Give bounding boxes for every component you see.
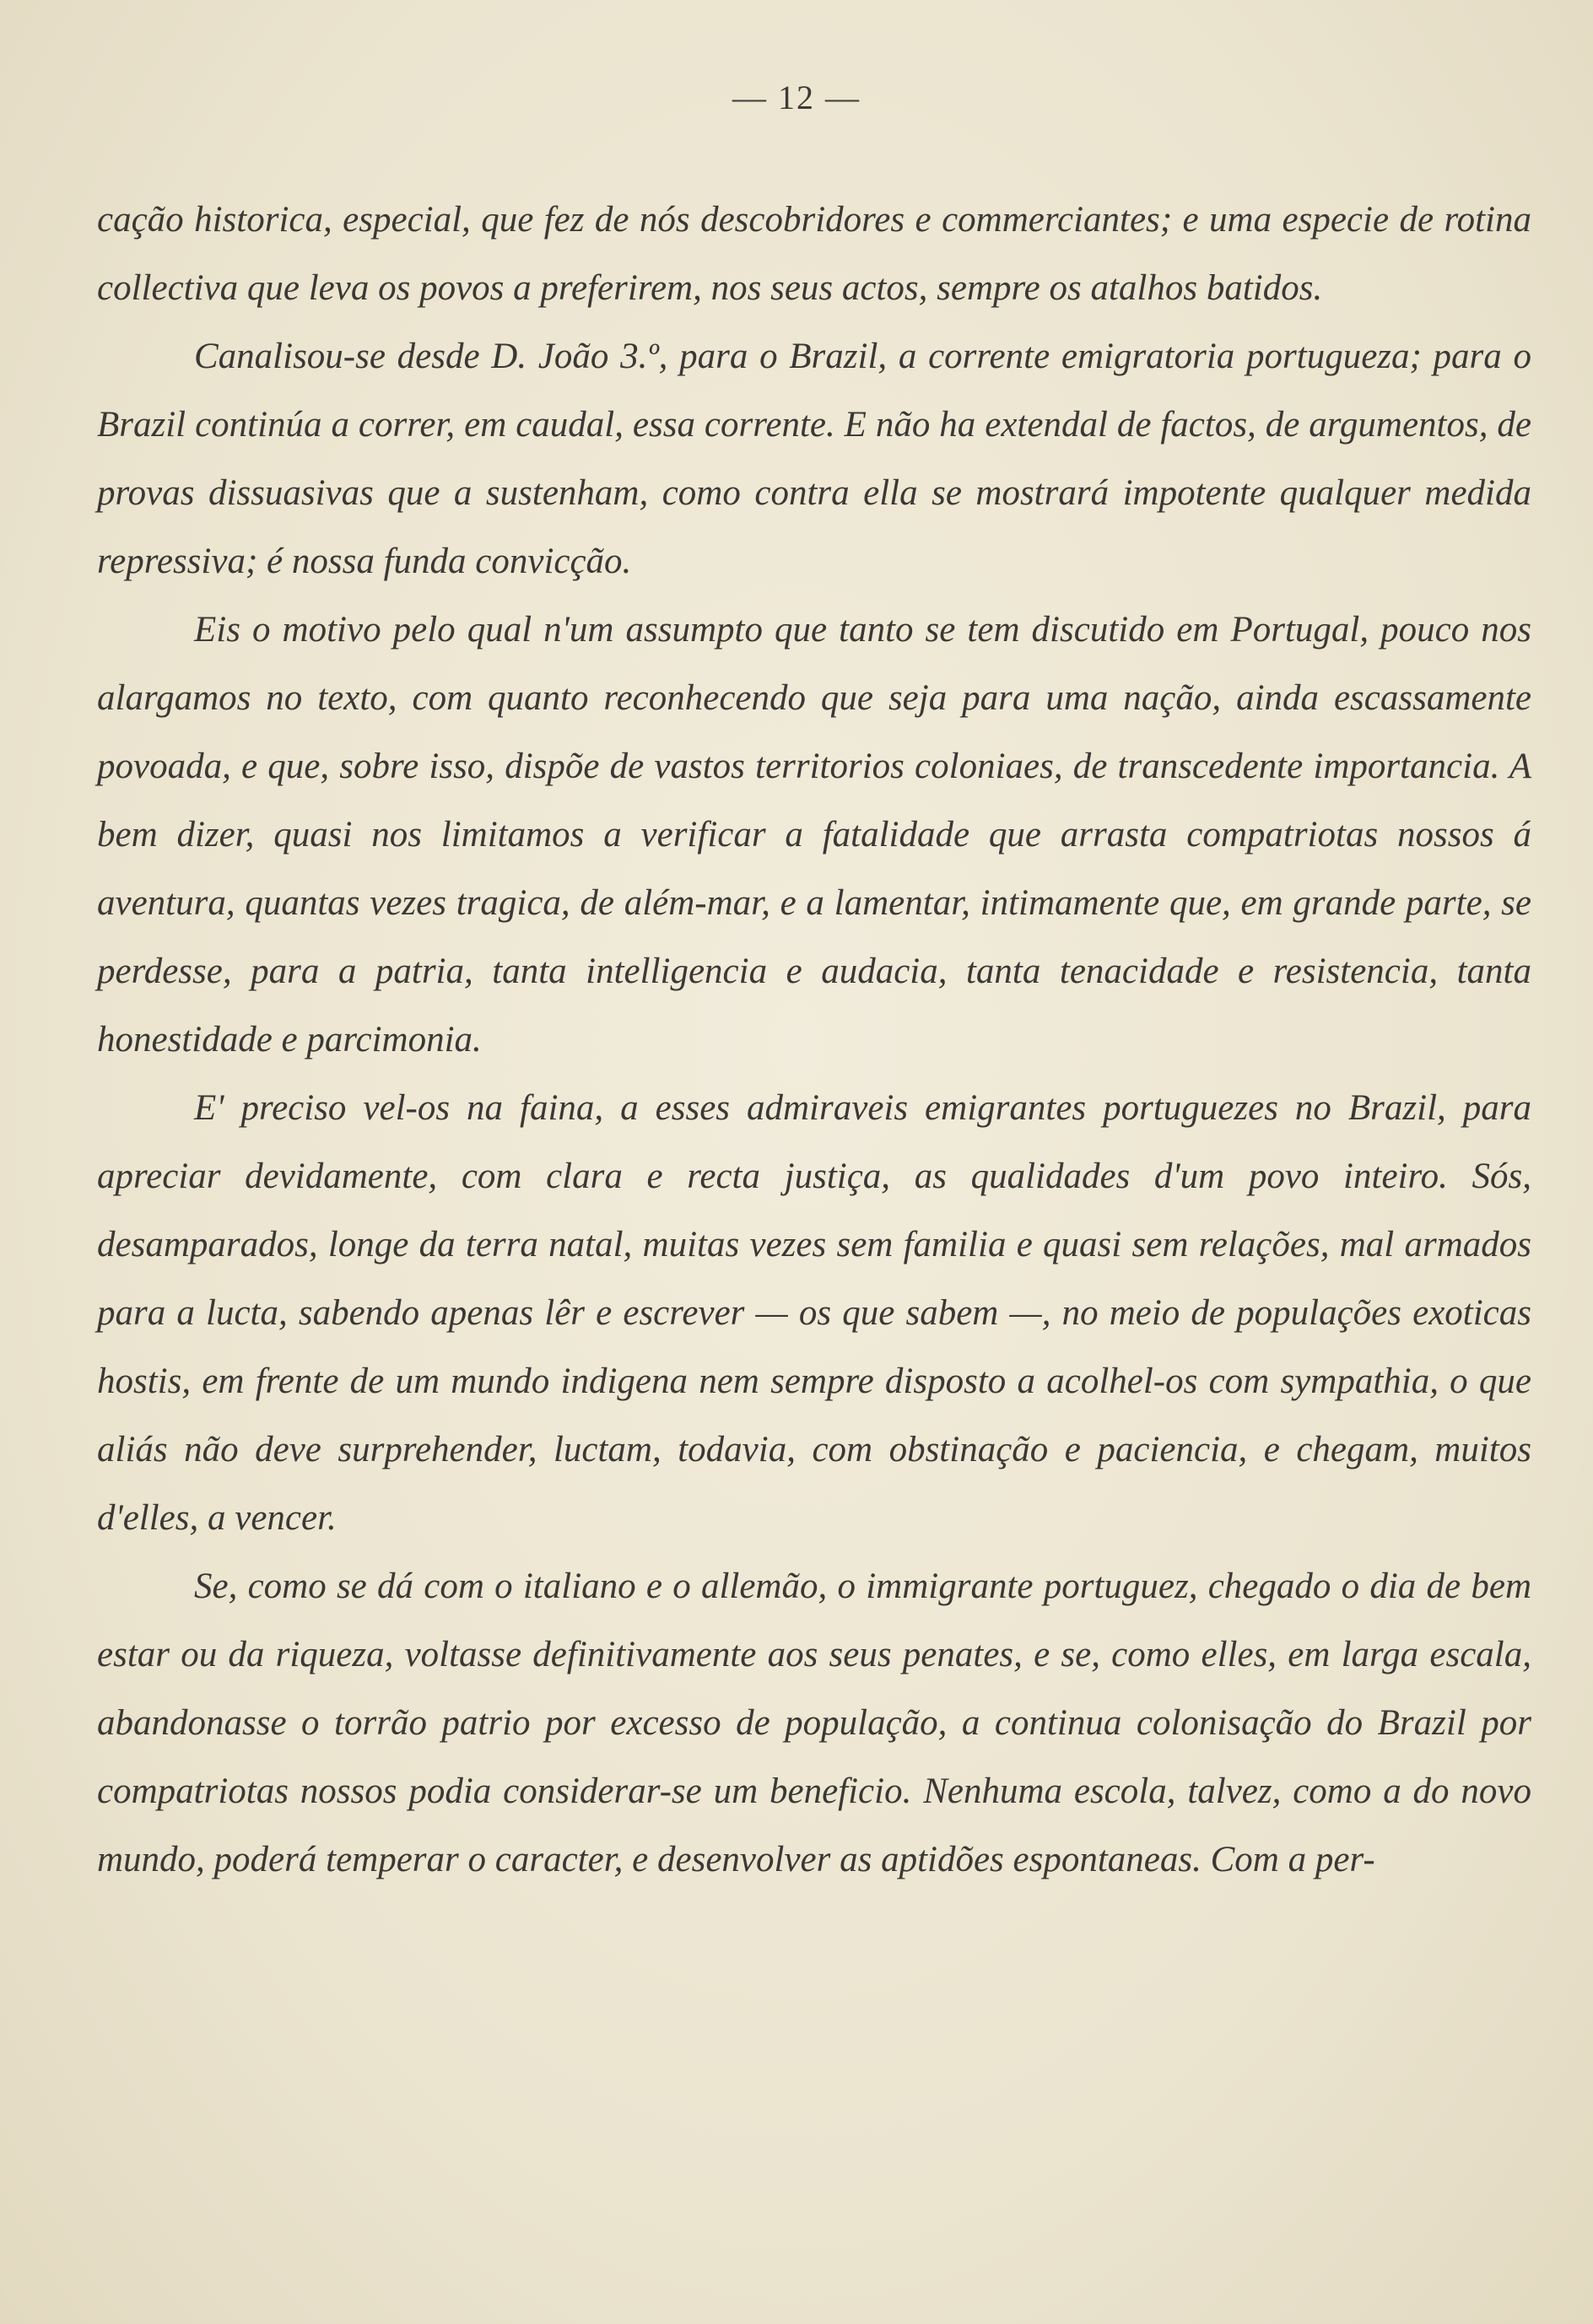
page-number: — 12 — bbox=[732, 78, 861, 116]
paragraph-continuation: cação historica, especial, que fez de nós descobridores e commerciantes; e uma especie de rotina collectiva que leva os povos a preferirem, nos seus actos, sempre os atalhos batidos. bbox=[97, 200, 1531, 308]
paragraph-motive: Eis o motivo pelo qual n'um assumpto que tanto se tem discutido em Portugal, pouco nos alargamos no texto, com quanto reconhecendo que seja para uma nação, ainda escassamente povoada, e que, sobre isso, dispõe de vastos territorios coloniaes, de transcedente importancia. A bem dizer, quasi nos limitamos a verificar a fatalidade que arrasta compatriotas nossos á aventura, quantas vezes tragica, de além-mar, e a lamentar, intimamente que, em grande parte, se perdesse, para a patria, tanta intelligencia e audacia, tanta tenacidade e resistencia, tanta honestidade e parcimonia. bbox=[97, 610, 1531, 1060]
paragraph-emigration-current: Canalisou-se desde D. João 3.º, para o Brazil, a corrente emigratoria portugueza; para o Brazil continúa a correr, em caudal, essa corrente. E não ha extendal de factos, de argumentos, de provas dissuasivas que a sustenham, como contra ella se mostrará impotente qualquer medida repressiva; é nossa funda convicção. bbox=[97, 337, 1531, 581]
paragraph-colonisation: Se, como se dá com o italiano e o allemão, o immigrante portuguez, chegado o dia de bem estar ou da riqueza, voltasse definitivamente aos seus penates, e se, como elles, em larga escala, abandonasse o torrão patrio por excesso de população, a continua colonisação do Brazil por compatriotas nossos podia considerar-se um beneficio. Nenhuma escola, talvez, como a do novo mundo, poderá temperar o caracter, e desenvolver as aptidões espontaneas. Com a per- bbox=[97, 1566, 1531, 1879]
paragraph-emigrants-brazil: E' preciso vel-os na faina, a esses admiraveis emigrantes portuguezes no Brazil, para apreciar devidamente, com clara e recta justiça, as qualidades d'um povo inteiro. Sós, desamparados, longe da terra natal, muitas vezes sem familia e quasi sem relações, mal armados para a lucta, sabendo apenas lêr e escrever — os que sabem —, no meio de populações exoticas hostis, em frente de um mundo indigena nem sempre disposto a acolhel-os com sympathia, o que aliás não deve surprehender, luctam, todavia, com obstinação e paciencia, e chegam, muitos d'elles, a vencer. bbox=[97, 1088, 1531, 1538]
body-text bbox=[97, 186, 1531, 1894]
